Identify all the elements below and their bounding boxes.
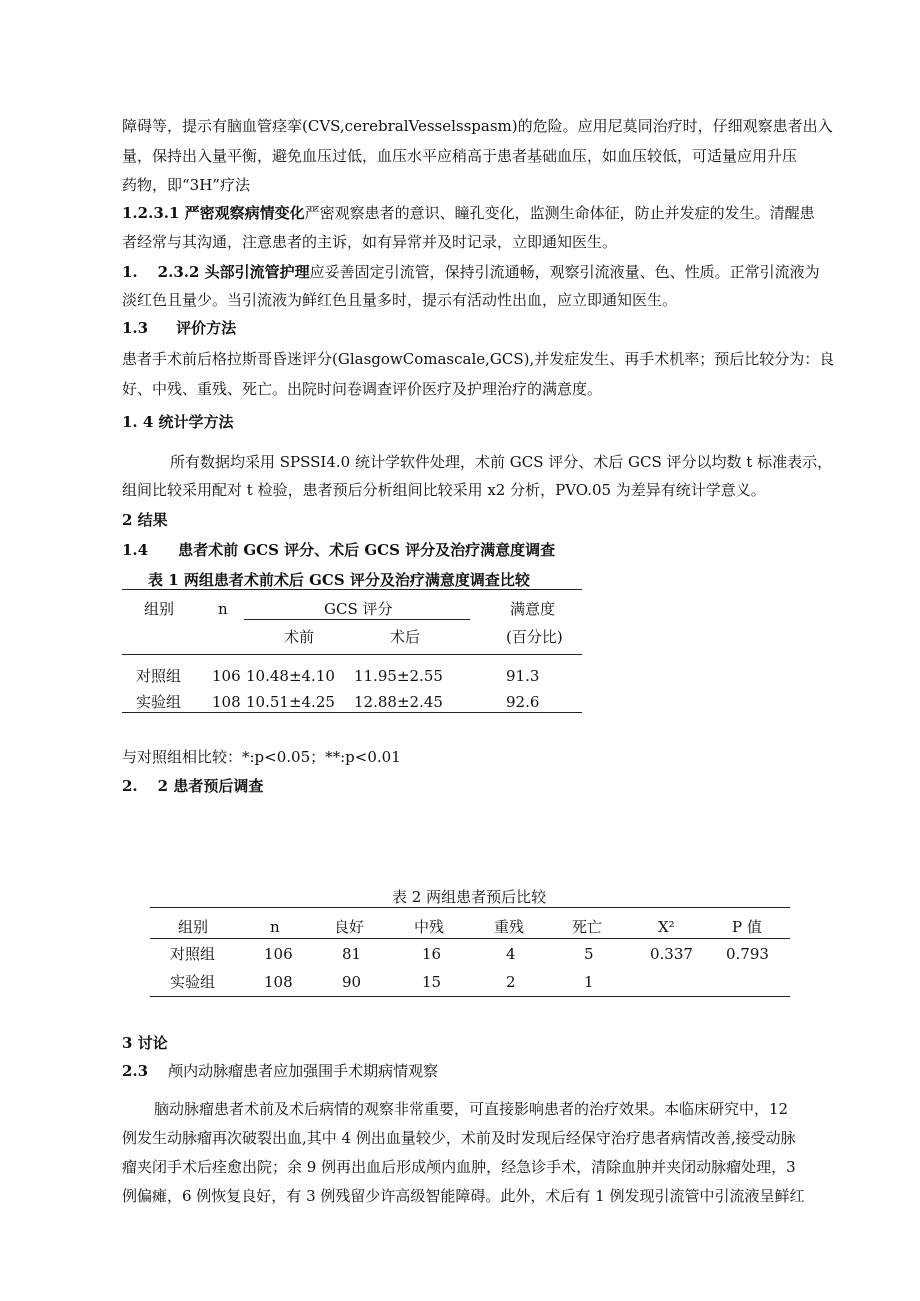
- table1-header-post: 术后: [390, 628, 421, 646]
- section-232-line1: [122, 262, 820, 282]
- table2-row2-good: 90: [342, 973, 362, 991]
- table1-header-pre: 术前: [284, 628, 315, 646]
- section-13-line2: 好、中残、重残、死亡。出院时问卷调查评价医疗及护理治疗的满意度。: [122, 380, 603, 398]
- section-14b-title: 患者术前 GCS 评分、术后 GCS 评分及治疗满意度调查: [178, 541, 556, 559]
- table1-top-rule: [122, 589, 582, 590]
- table2-row1-mid: 16: [422, 945, 442, 963]
- section-13-line1: 患者手术前后格拉斯哥昏迷评分(GlasgowComascale,GCS),并发症发生、再手术机率；预后比较分为：良: [122, 350, 835, 368]
- discussion-line1: 脑动脉瘤患者术前及术后病情的观察非常重要，可直接影响患者的治疗效果。本临床研究中，12: [154, 1100, 789, 1118]
- table1-header-gcs: GCS 评分: [324, 600, 393, 618]
- table2-header-death: 死亡: [572, 918, 603, 936]
- table2-row1-x2: 0.337: [650, 945, 693, 963]
- table1-row1-satisfaction: 91.3: [506, 667, 540, 685]
- section-1231-line1: [122, 203, 815, 223]
- section-23-number: 2.3: [122, 1062, 149, 1080]
- table1-header-group: 组别: [144, 600, 175, 618]
- table1-note: 与对照组相比较：*:p<0.05；**:p<0.01: [122, 748, 401, 766]
- discussion-line3: 瘤夹闭手术后痊愈出院；余 9 例再出血后形成颅内血肿，经急诊手术，清除血肿并夹闭动脉瘤处理，3: [122, 1158, 796, 1176]
- table2-header-x2: X²: [658, 918, 675, 936]
- discussion-line4: 例偏瘫，6 例恢复良好，有 3 例残留少许高级智能障碍。此外，术后有 1 例发现引流管中引流液呈鲜红: [122, 1187, 805, 1205]
- section-22-number: 2.: [122, 777, 138, 795]
- table1-row2-pre: 10.51±4.25: [246, 693, 335, 711]
- table2-top-rule: [150, 907, 790, 908]
- table1-header-rule: [122, 654, 582, 655]
- para1-line2: 量，保持出入量平衡，避免血压过低，血压水平应稍高于患者基础血压，如血压较低，可适量应用升压: [122, 147, 798, 165]
- section-1231-line2: 者经常与其沟通，注意患者的主诉，如有异常并及时记录，立即通知医生。: [122, 233, 618, 251]
- table1-row2-n: 108: [212, 693, 241, 711]
- table2-header-severe: 重残: [494, 918, 525, 936]
- section-14-line1: 所有数据均采用 SPSSI4.0 统计学软件处理，术前 GCS 评分、术后 GCS 评分以均数 t 标准表示，: [170, 453, 833, 471]
- table2-row2-severe: 2: [506, 973, 516, 991]
- table1-caption: 表 1 两组患者术前术后 GCS 评分及治疗满意度调查比较: [148, 571, 530, 589]
- section-232-line2: 淡红色且量少。当引流液为鲜红色且量多时，提示有活动性出血，应立即通知医生。: [122, 291, 678, 309]
- table1-row1-pre: 10.48±4.10: [246, 667, 335, 685]
- table1-gcs-rule: [244, 619, 470, 620]
- para1-line3: 药物，即“3H”疗法: [122, 176, 250, 194]
- table2-row1-severe: 4: [506, 945, 516, 963]
- table2-caption: 表 2 两组患者预后比较: [392, 888, 547, 906]
- table2-row1-p: 0.793: [726, 945, 769, 963]
- section-13-number: 1.3: [122, 319, 149, 337]
- table2-row1-group: 对照组: [170, 945, 216, 963]
- section-22-heading: [122, 776, 263, 796]
- table1-bottom-rule: [122, 712, 582, 713]
- table2-row1-death: 5: [584, 945, 594, 963]
- table1-row2-satisfaction: 92.6: [506, 693, 540, 711]
- table2-header-mid: 中残: [414, 918, 445, 936]
- table1-row2-group: 实验组: [136, 693, 182, 711]
- section-13-title: 评价方法: [176, 319, 237, 337]
- table1-header-n: n: [218, 600, 228, 618]
- table2-header-group: 组别: [178, 918, 209, 936]
- table1-row1-post: 11.95±2.55: [354, 667, 443, 685]
- section-232-heading: 2.3.2 头部引流管护理: [157, 263, 310, 281]
- table1-row1-group: 对照组: [136, 667, 182, 685]
- table2-row2-mid: 15: [422, 973, 442, 991]
- section-1231-heading: 1.2.3.1 严密观察病情变化: [122, 204, 305, 222]
- section-1231-text: 严密观察患者的意识、瞳孔变化，监测生命体征，防止并发症的发生。清醒患: [304, 204, 815, 222]
- discussion-line2: 例发生动脉瘤再次破裂出血,其中 4 例出血量较少，术前及时发现后经保守治疗患者病情改善,接受动脉: [122, 1129, 796, 1147]
- table2-row2-n: 108: [264, 973, 293, 991]
- table1-row2-post: 12.88±2.45: [354, 693, 443, 711]
- table1-row1-n: 106: [212, 667, 241, 685]
- section-22-title: 2 患者预后调查: [157, 777, 264, 795]
- table1-header-satisfaction-unit: (百分比): [506, 628, 563, 646]
- table1-header-satisfaction: 满意度: [510, 600, 556, 618]
- section-3-heading: 3 讨论: [122, 1034, 168, 1052]
- section-2-heading: 2 结果: [122, 511, 168, 529]
- table2-header-good: 良好: [334, 918, 365, 936]
- para1-line1: 障碍等，提示有脑血管痉挛(CVS,cerebralVesselsspasm)的危险。应用尼莫同治疗时，仔细观察患者出入: [122, 117, 833, 135]
- section-13-heading: [122, 318, 236, 338]
- table2-bottom-rule: [150, 996, 790, 997]
- table2-row2-group: 实验组: [170, 973, 216, 991]
- table2-row1-n: 106: [264, 945, 293, 963]
- section-232-text: 应妥善固定引流管，保持引流通畅，观察引流液量、色、性质。正常引流液为: [309, 263, 820, 281]
- section-23-heading: [122, 1061, 438, 1081]
- section-14b-heading: [122, 540, 555, 560]
- section-23-title: 颅内动脉瘤患者应加强围手术期病情观察: [168, 1062, 439, 1080]
- section-232-number: 1.: [122, 263, 138, 281]
- table2-header-n: n: [270, 918, 280, 936]
- table2-row1-good: 81: [342, 945, 362, 963]
- section-14-heading: 1. 4 统计学方法: [122, 413, 234, 431]
- section-14b-number: 1.4: [122, 541, 149, 559]
- table2-row2-death: 1: [584, 973, 594, 991]
- table2-header-rule: [150, 938, 790, 939]
- section-14-line2: 组间比较采用配对 t 检验，患者预后分析组间比较采用 x2 分析，PVO.05 为差异有统计学意义。: [122, 481, 766, 499]
- table2-header-p: P 值: [732, 918, 762, 936]
